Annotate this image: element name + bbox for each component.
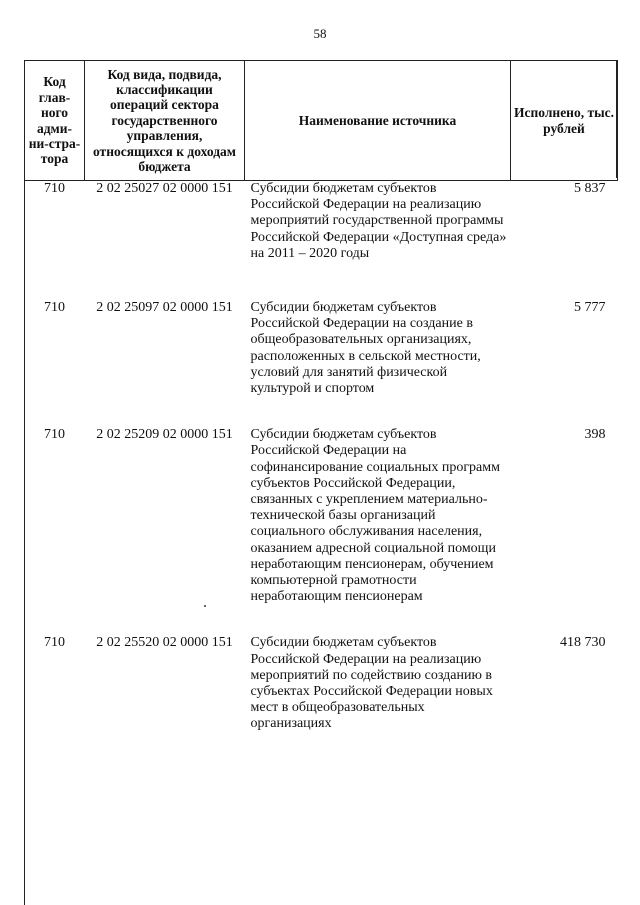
- left-border-rule: [24, 60, 25, 905]
- executed-amount-cell: 398: [584, 427, 606, 443]
- admin-code-cell: 710: [44, 635, 65, 651]
- source-name-cell: Субсидии бюджетам субъектов Российской Федерации на реализацию мероприятий государственной программы Российской Федерации «Доступная среда» на 2011 – 2020 годы: [250, 181, 507, 261]
- scan-speck: [204, 605, 206, 607]
- executed-amount-cell: 5 777: [574, 300, 606, 316]
- table-row: [25, 300, 618, 427]
- right-border-rule: [616, 60, 617, 178]
- classification-code-cell: 2 02 25097 02 0000 151: [96, 300, 233, 316]
- header-executed-label: Исполнено, тыс. рублей: [514, 105, 615, 136]
- revenue-sources-table: [24, 60, 618, 733]
- admin-code-cell: 710: [44, 300, 65, 316]
- header-source-name-label: Наименование источника: [298, 112, 457, 128]
- header-executed: [511, 61, 618, 181]
- page-number: 58: [313, 26, 327, 41]
- source-name-cell: Субсидии бюджетам субъектов Российской Федерации на софинансирование социальных программ субъектов Российской Федерации, связанных с укреплением материально-технической базы организаций социального обслуживания населения, оказанием адресной социальной помощи неработающим пенсионерам, обучением компьютерной грамотности неработающим пенсионерам: [250, 427, 500, 605]
- header-classification-code-label: Код вида, подвида, классификации операций сектора государственного управления, относящихся к доходам бюджета: [92, 66, 236, 175]
- header-classification-code: [85, 61, 245, 181]
- table-header-row: [25, 61, 618, 181]
- header-source-name: [245, 61, 511, 181]
- admin-code-cell: 710: [44, 427, 65, 443]
- classification-code-cell: 2 02 25027 02 0000 151: [96, 181, 233, 196]
- table-row: [25, 635, 618, 732]
- header-admin-code: [25, 61, 85, 181]
- table-row: [25, 427, 618, 635]
- source-name-cell: Субсидии бюджетам субъектов Российской Федерации на создание в общеобразовательных организациях, расположенных в сельской местности, условий для занятий физической культурой и спортом: [250, 300, 481, 397]
- table-row: [25, 181, 618, 301]
- admin-code-cell: 710: [44, 181, 65, 196]
- classification-code-cell: 2 02 25520 02 0000 151: [96, 635, 233, 651]
- executed-amount-cell: 418 730: [560, 635, 606, 651]
- executed-amount-cell: 5 837: [574, 181, 606, 196]
- header-admin-code-label: Код глав-ного адми-ни-стра-тора: [28, 74, 81, 167]
- classification-code-cell: 2 02 25209 02 0000 151: [96, 427, 233, 443]
- source-name-cell: Субсидии бюджетам субъектов Российской Федерации на реализацию мероприятий по содействию созданию в субъектах Российской Федерации новых мест в общеобразовательных организациях: [250, 635, 493, 732]
